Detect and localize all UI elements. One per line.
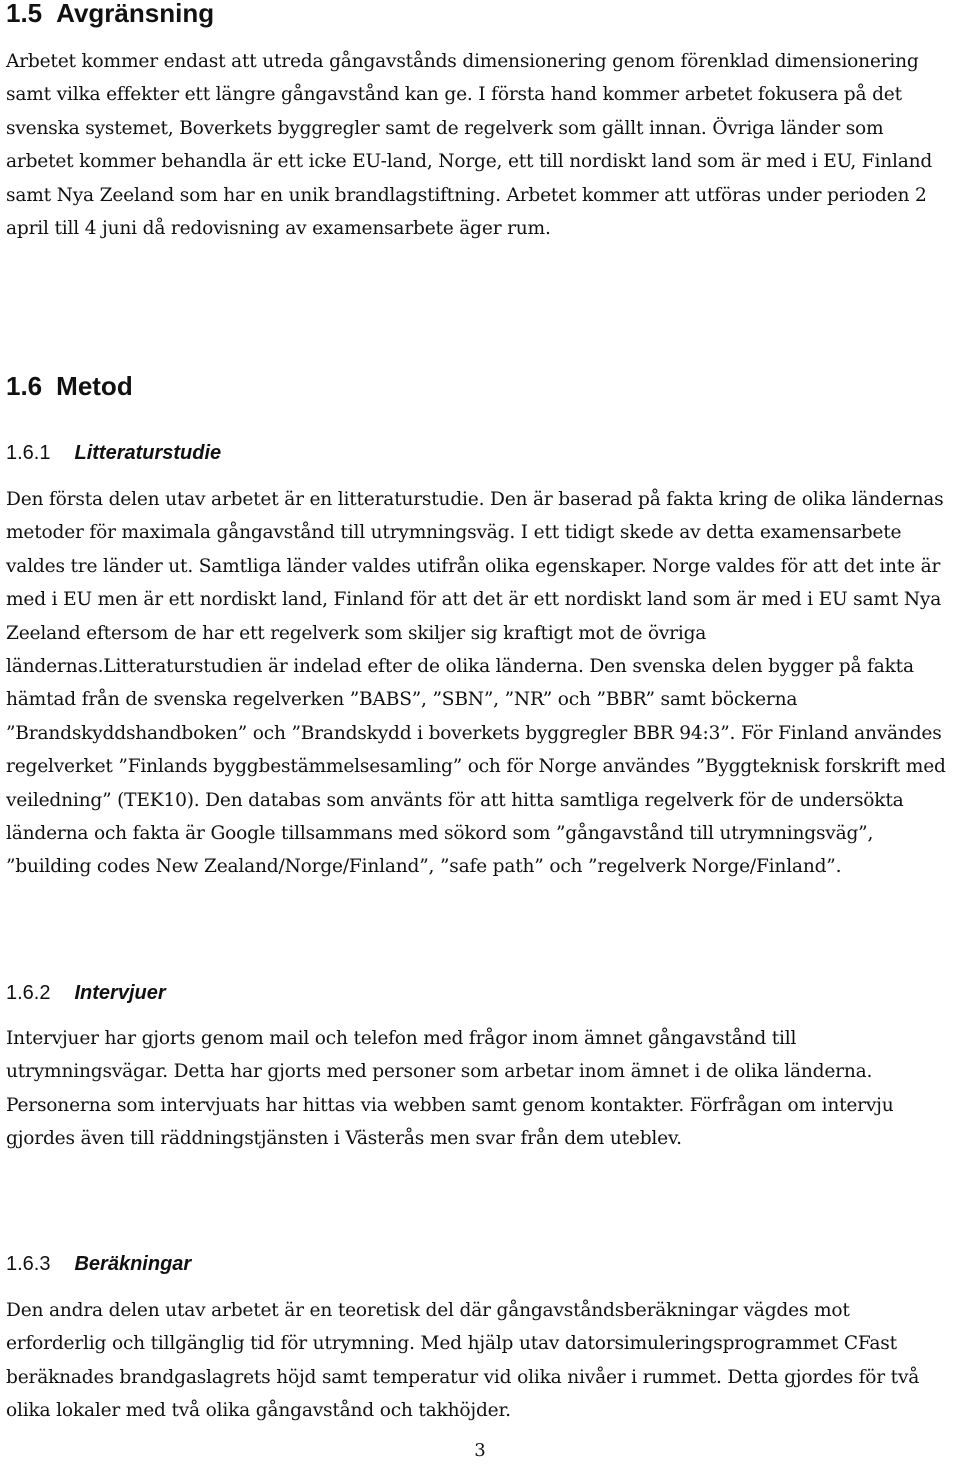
- subheading-intervjuer: [6, 980, 166, 1006]
- subheading-title: Litteraturstudie: [74, 442, 222, 464]
- subheading-number: 1.6.3: [6, 1253, 51, 1275]
- subheading-number: 1.6.1: [6, 442, 51, 464]
- heading-number: 1.5: [6, 0, 43, 28]
- heading-metod: [6, 371, 133, 401]
- paragraph-avgransning: Arbetet kommer endast att utreda gångavstånds dimensionering genom förenklad dimensionering samt vilka effekter ett längre gångavstånd kan ge. I första hand kommer arbetet fokusera på det svenska systemet, Boverkets byggregler samt de regelverk som gällt innan. Övriga länder som arbetet kommer behandla är ett icke EU-land, Norge, ett till nordiskt land som är med i EU, Finland samt Nya Zeeland som har en unik brandlagstiftning. Arbetet kommer att utföras under perioden 2 april till 4 juni då redovisning av examensarbete äger rum.: [6, 51, 933, 240]
- paragraph-berakningar: Den andra delen utav arbetet är en teoretisk del där gångavståndsberäkningar vägdes mot erforderlig och tillgänglig tid för utrymning. Med hjälp utav datorsimuleringsprogrammet CFast beräknades brandgaslagrets höjd samt temperatur vid olika nivåer i rummet. Detta gjordes för två olika lokaler med två olika gångavstånd och takhöjder.: [6, 1300, 920, 1422]
- page-number: 3: [474, 1440, 486, 1461]
- subheading-litteraturstudie: [6, 440, 221, 466]
- heading-number: 1.6: [6, 371, 43, 401]
- paragraph-litteraturstudie: Den första delen utav arbetet är en litteraturstudie. Den är baserad på fakta kring de olika ländernas metoder för maximala gångavstånd till utrymningsväg. I ett tidigt skede av detta examensarbete valdes tre länder ut. Samtliga länder valdes utifrån olika egenskaper. Norge valdes för att det inte är med i EU men är ett nordiskt land, Finland för att det är ett nordiskt land som är med i EU samt Nya Zeeland eftersom de har ett regelverk som skiljer sig kraftigt mot de övriga ländernas.Litteraturstudien är indelad efter de olika länderna. Den svenska delen bygger på fakta hämtad från de svenska regelverken ”BABS”, ”SBN”, ”NR” och ”BBR” samt böckerna ”Brandskyddshandboken” och ”Brandskydd i boverkets byggregler BBR 94:3”. För Finland användes regelverket ”Finlands byggbestämmelsesamling” och för Norge användes ”Byggteknisk forskrift med veiledning” (TEK10). Den databas som använts för att hitta samtliga regelverk för de undersökta länderna och fakta är Google tillsammans med sökord som ”gångavstånd till utrymningsväg”, ”building codes New Zealand/Norge/Finland”, ”safe path” och ”regelverk Norge/Finland”.: [6, 489, 946, 878]
- heading-title: Metod: [56, 371, 133, 401]
- heading-avgransning: [6, 0, 214, 28]
- subheading-title: Intervjuer: [74, 982, 166, 1004]
- subheading-number: 1.6.2: [6, 982, 51, 1004]
- subheading-berakningar: [6, 1251, 191, 1277]
- paragraph-intervjuer: Intervjuer har gjorts genom mail och telefon med frågor inom ämnet gångavstånd till utrymningsvägar. Detta har gjorts med personer som arbetar inom ämnet i de olika länderna. Personerna som intervjuats har hittas via webben samt genom kontakter. Förfrågan om intervju gjordes även till räddningstjänsten i Västerås men svar från dem uteblev.: [6, 1028, 894, 1150]
- subheading-title: Beräkningar: [74, 1253, 192, 1275]
- heading-title: Avgränsning: [56, 0, 215, 28]
